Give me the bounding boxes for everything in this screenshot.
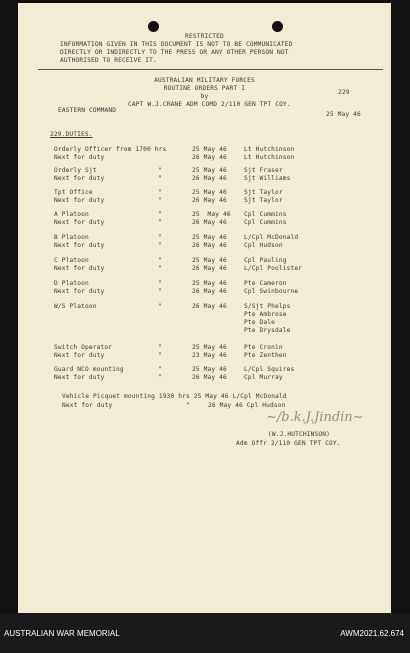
- ditto-mark: ": [158, 288, 162, 295]
- signatory-role: Adm Offr 2/110 GEN TPT COY.: [236, 440, 341, 447]
- duty-date: 25 May 46: [192, 344, 227, 351]
- duty-date: 25 May 46: [192, 146, 227, 153]
- duty-person: Sjt Taylor: [244, 197, 283, 204]
- vehicle-picquet-line: Vehicle Picquet mounting 1930 hrs 25 May 46 L/Cpl McDonald: [62, 393, 287, 400]
- ditto-mark: ": [158, 242, 162, 249]
- duty-person: L/Cpl McDonald: [244, 234, 299, 241]
- duty-name: Switch Operator: [54, 344, 113, 351]
- duty-person: Pte Cronin: [244, 344, 283, 351]
- punch-hole: [272, 21, 283, 32]
- duty-person: L/Cpl Poolister: [244, 265, 303, 272]
- duty-name: Next for duty: [54, 288, 105, 295]
- duty-name: Next for duty: [54, 242, 105, 249]
- warning-line: DIRECTLY OR INDIRECTLY TO THE PRESS OR ANY OTHER PERSON NOT: [60, 49, 289, 56]
- duty-person: S/Sjt Phelps: [244, 303, 291, 310]
- ditto-mark: ": [158, 189, 162, 196]
- ditto-mark: ": [158, 280, 162, 287]
- duty-date: 26 May 46: [192, 303, 227, 310]
- ditto-mark: ": [158, 175, 162, 182]
- signatory-name: (W.J.HUTCHINSON): [268, 431, 331, 438]
- ditto-mark: ": [158, 352, 162, 359]
- ditto-mark: ": [158, 234, 162, 241]
- duty-name: Next for duty: [54, 374, 105, 381]
- duty-person: Lt Hutchinson: [244, 146, 295, 153]
- duty-date: 23 May 46: [192, 352, 227, 359]
- duty-name: W/S Platoon: [54, 303, 97, 310]
- ditto-mark: ": [158, 303, 162, 310]
- divider: [38, 69, 383, 70]
- duty-person: Sjt Taylor: [244, 189, 283, 196]
- duty-date: 26 May 46: [192, 154, 227, 161]
- order-number: 229: [338, 89, 350, 96]
- duty-person: Pte Zenthen: [244, 352, 287, 359]
- restricted-label: RESTRICTED: [185, 33, 224, 40]
- duty-name: Next for duty: [54, 352, 105, 359]
- duty-person: Pte Cameron: [244, 280, 287, 287]
- duty-person: Pte Dale: [244, 319, 276, 326]
- ditto-mark: ": [158, 211, 162, 218]
- duty-name: B Platoon: [54, 234, 89, 241]
- ditto-mark: ": [158, 366, 162, 373]
- duty-name: Next for duty: [54, 197, 105, 204]
- duty-date: 25 May 46: [192, 280, 227, 287]
- duty-date: 26 May 46: [192, 242, 227, 249]
- header-line: AUSTRALIAN MILITARY FORCES: [154, 77, 255, 84]
- duty-date: 26 May 46: [192, 175, 227, 182]
- ditto-mark: ": [158, 344, 162, 351]
- duty-date: 25 May 46: [192, 211, 231, 218]
- duty-name: Orderly Sjt: [54, 167, 97, 174]
- footer-accession: AWM2021.62.674: [340, 629, 404, 638]
- duty-date: 25 May 46: [192, 257, 227, 264]
- handwritten-signature: ~/b.k.J.Jindin~: [266, 410, 364, 425]
- ditto-mark: ": [158, 167, 162, 174]
- duty-date: 26 May 46: [192, 288, 227, 295]
- duty-person: Cpl Pauling: [244, 257, 287, 264]
- ditto-mark: ": [158, 374, 162, 381]
- document-page: [18, 3, 391, 613]
- duty-name: Next for duty: [54, 265, 105, 272]
- duty-date: 26 May 46: [192, 374, 227, 381]
- warning-line: INFORMATION GIVEN IN THIS DOCUMENT IS NOT TO BE COMMUNICATED: [60, 41, 293, 48]
- duty-name: Next for duty: [54, 219, 105, 226]
- vehicle-next-label: Next for duty: [62, 402, 113, 409]
- duty-person: Cpl Cummins: [244, 211, 287, 218]
- duty-name: A Platoon: [54, 211, 89, 218]
- duty-person: L/Cpl Squires: [244, 366, 295, 373]
- section-title: 229.DUTIES.: [50, 131, 93, 138]
- punch-hole: [148, 21, 159, 32]
- ditto-mark: ": [158, 265, 162, 272]
- duty-person: Cpl Swinbourne: [244, 288, 299, 295]
- order-date: 25 May 46: [326, 111, 361, 118]
- duty-person: Pte Ambrose: [244, 311, 287, 318]
- duty-person: Cpl Murray: [244, 374, 283, 381]
- header-line: ROUTINE ORDERS PART I: [163, 85, 246, 92]
- duty-name: Tpt Office: [54, 189, 93, 196]
- command-name: EASTERN COMMAND: [58, 107, 117, 114]
- duty-date: 25 May 46: [192, 189, 227, 196]
- ditto-mark: ": [158, 219, 162, 226]
- duty-date: 25 May 46: [192, 234, 227, 241]
- duty-date: 26 May 46: [192, 219, 227, 226]
- duty-person: Sjt Williams: [244, 175, 291, 182]
- duty-name: Next for duty: [54, 175, 105, 182]
- footer-bar: [0, 613, 410, 653]
- warning-line: AUTHORISED TO RECEIVE IT.: [60, 57, 157, 64]
- duty-name: C Platoon: [54, 257, 89, 264]
- duty-name: Guard NCO mounting: [54, 366, 124, 373]
- duty-name: D Platoon: [54, 280, 89, 287]
- duty-person: Sjt Fraser: [244, 167, 283, 174]
- duty-date: 26 May 46: [192, 197, 227, 204]
- header-line: by: [200, 93, 209, 100]
- vehicle-next-detail: 26 May 46 Cpl Hudson: [208, 402, 286, 409]
- duty-date: 25 May 46: [192, 366, 227, 373]
- duty-date: 25 May 46: [192, 167, 227, 174]
- footer-source: AUSTRALIAN WAR MEMORIAL: [4, 629, 120, 638]
- ditto-mark: ": [186, 402, 190, 409]
- duty-person: Lt Hutchinson: [244, 154, 295, 161]
- duty-person: Pte Drysdale: [244, 327, 291, 334]
- duty-date: 26 May 46: [192, 265, 227, 272]
- header-line: CAPT W.J.CRANE ADM COMD 2/110 GEN TPT COY.: [128, 101, 291, 108]
- duty-name: Next for duty: [54, 154, 105, 161]
- ditto-mark: ": [158, 257, 162, 264]
- ditto-mark: ": [158, 197, 162, 204]
- duty-name: Orderly Officer from 1700 hrs: [54, 146, 167, 153]
- duty-person: Cpl Cummins: [244, 219, 287, 226]
- duty-person: Cpl Hudson: [244, 242, 283, 249]
